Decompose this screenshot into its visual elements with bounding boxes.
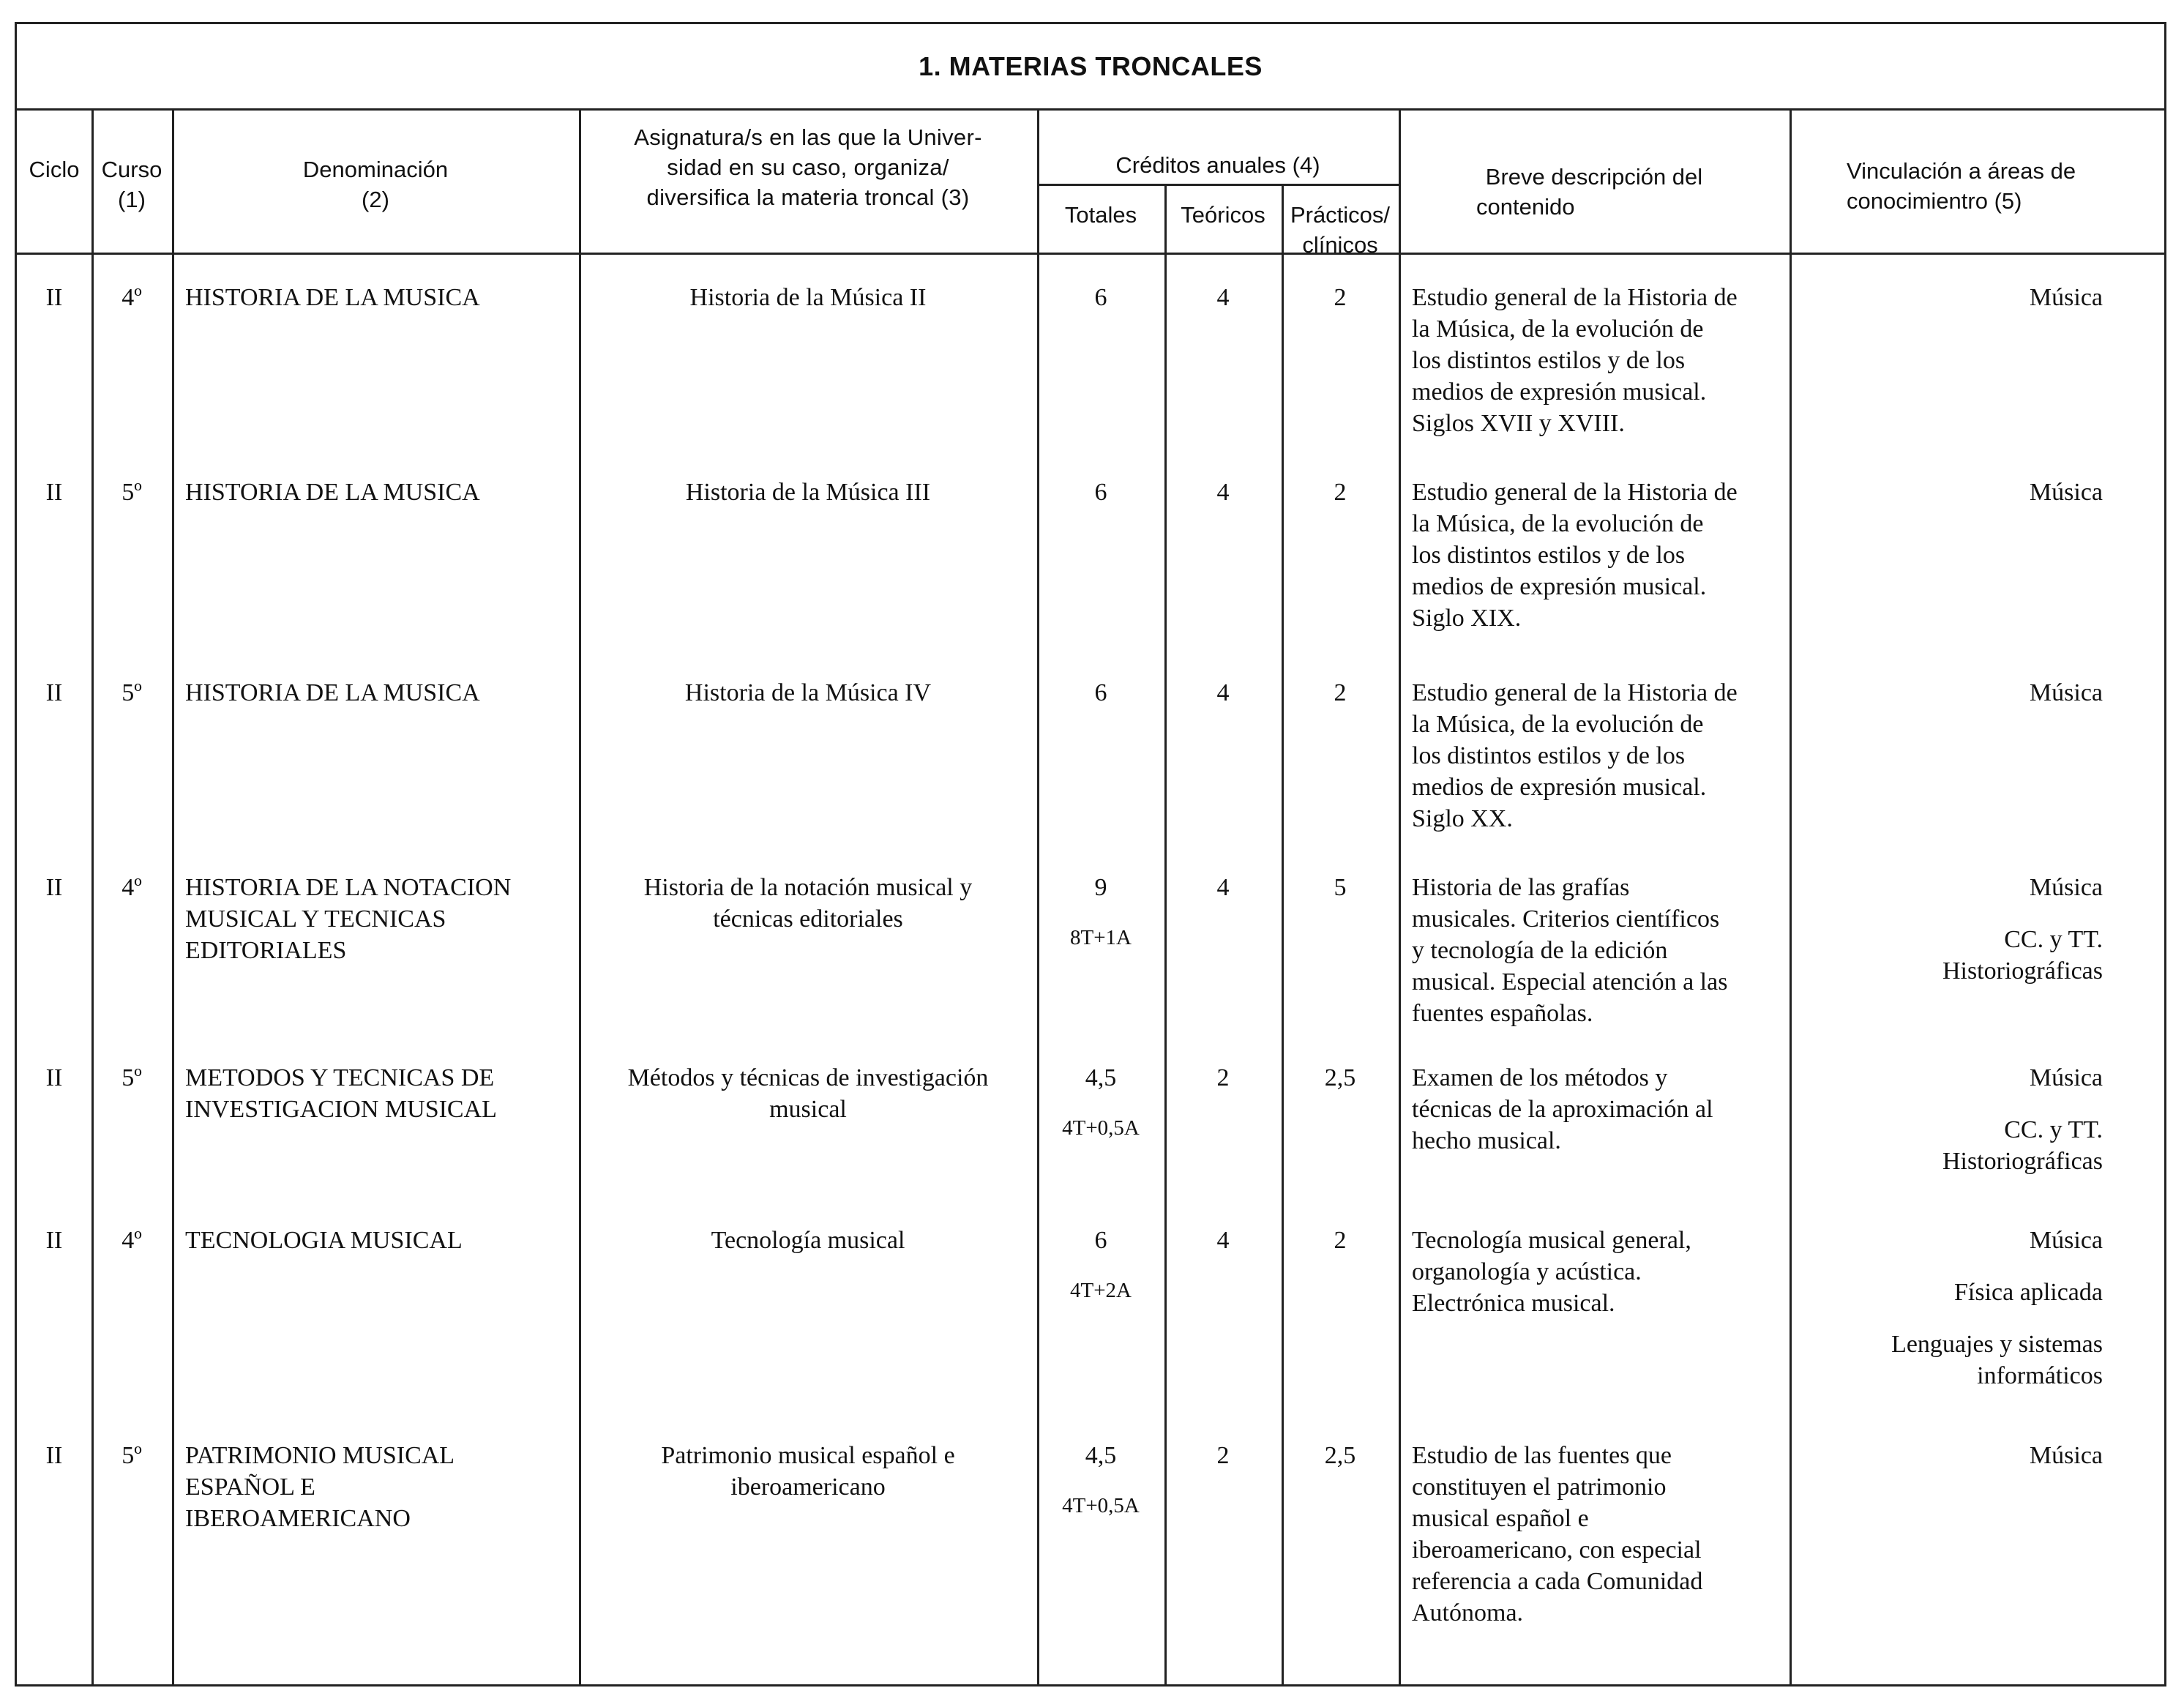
header-ciclo (17, 154, 91, 184)
header-practicos-line: Prácticos/ (1290, 202, 1391, 228)
cell-curso (91, 1225, 172, 1256)
area-line: Música (2029, 479, 2103, 506)
cell-totales (1037, 872, 1164, 954)
cell-ciclo (17, 677, 91, 709)
area-spacer (1795, 903, 2103, 924)
cell-vinculacion (1795, 1440, 2103, 1471)
area-line: CC. y TT. (2004, 1116, 2103, 1143)
descripcion-line: Estudio de las fuentes que (1412, 1442, 1672, 1469)
descripcion-line: Siglo XX. (1412, 805, 1513, 832)
cell-descripcion (1412, 282, 1785, 439)
cell-practicos (1282, 1062, 1399, 1094)
descripcion-line: medios de expresión musical. (1412, 774, 1707, 801)
area-line: Música (2029, 1064, 2103, 1091)
descripcion-line: referencia a cada Comunidad (1412, 1568, 1703, 1595)
cell-teoricos (1164, 1062, 1282, 1094)
descripcion-line: Siglo XIX. (1412, 605, 1522, 632)
descripcion-line: Examen de los métodos y (1412, 1064, 1668, 1091)
cell-totales (1037, 1440, 1164, 1522)
ciclo-value: II (45, 1064, 63, 1091)
area-line: Música (2029, 284, 2103, 311)
practicos-value: 2 (1334, 479, 1347, 506)
area-line: Lenguajes y sistemas (1891, 1331, 2103, 1358)
asignatura-line: Historia de la Música III (685, 479, 931, 506)
descripcion-line: medios de expresión musical. (1412, 378, 1707, 406)
denominacion-line: MUSICAL Y TECNICAS (185, 905, 446, 933)
descripcion-line: los distintos estilos y de los (1412, 542, 1686, 569)
teoricos-value: 4 (1216, 1227, 1230, 1254)
area-line: Música (2029, 1227, 2103, 1254)
divider-curso (172, 111, 174, 1687)
cell-curso (91, 477, 172, 508)
cell-practicos (1282, 872, 1399, 903)
totales-breakdown: 8T+1A (1069, 926, 1132, 949)
area-line: Física aplicada (1954, 1279, 2103, 1306)
cell-ciclo (17, 1440, 91, 1471)
cell-ciclo (17, 282, 91, 313)
cell-practicos (1282, 282, 1399, 313)
header-curso (91, 154, 172, 214)
descripcion-line: musical español e (1412, 1505, 1589, 1532)
curso-value: 4º (121, 284, 142, 311)
area-line: Música (2029, 679, 2103, 706)
descripcion-line: la Música, de la evolución de (1412, 711, 1704, 738)
header-denominacion-note: (2) (362, 187, 389, 212)
cell-denominacion (185, 282, 573, 313)
header-ciclo-label: Ciclo (29, 157, 80, 182)
descripcion-line: Autónoma. (1412, 1599, 1524, 1626)
cell-curso (91, 1440, 172, 1471)
area-line: Historiográficas (1942, 957, 2103, 985)
cell-vinculacion (1795, 872, 2103, 987)
descripcion-line: Siglos XVII y XVIII. (1412, 410, 1625, 437)
header-asignatura-line: Asignatura/s en las que la Univer- (634, 124, 982, 150)
header-denominacion-label: Denominación (302, 157, 449, 182)
denominacion-line: INVESTIGACION MUSICAL (185, 1096, 497, 1123)
table-title: 1. MATERIAS TRONCALES (919, 51, 1263, 81)
totales-value: 4,5 (1085, 1064, 1117, 1091)
totales-breakdown: 4T+0,5A (1062, 1494, 1140, 1517)
cell-asignatura (579, 1440, 1037, 1503)
cell-curso (91, 1062, 172, 1094)
practicos-value: 5 (1334, 874, 1347, 901)
descripcion-line: iberoamericano, con especial (1412, 1536, 1702, 1564)
divider-creditos (1399, 111, 1401, 1687)
totales-value: 4,5 (1085, 1442, 1117, 1469)
practicos-value: 2 (1334, 679, 1347, 706)
cell-ciclo (17, 477, 91, 508)
descripcion-line: Estudio general de la Historia de (1412, 679, 1738, 706)
totales-value: 9 (1094, 874, 1107, 901)
practicos-value: 2 (1334, 1227, 1347, 1254)
cell-ciclo (17, 1062, 91, 1094)
header-practicos-line: clínicos (1302, 232, 1378, 258)
header-asignatura-line: sidad en su caso, organiza/ (667, 154, 949, 180)
cell-totales (1037, 1225, 1164, 1307)
denominacion-line: HISTORIA DE LA MUSICA (185, 479, 480, 506)
header-descripcion-line: contenido (1476, 194, 1575, 220)
area-line: Música (2029, 1442, 2103, 1469)
header-totales (1037, 200, 1164, 230)
header-descripcion-line: Breve descripción del (1485, 164, 1703, 190)
cell-curso (91, 677, 172, 709)
cell-asignatura (579, 872, 1037, 935)
teoricos-value: 4 (1216, 874, 1230, 901)
descripcion-line: la Música, de la evolución de (1412, 510, 1704, 537)
denominacion-line: METODOS Y TECNICAS DE (185, 1064, 495, 1091)
totales-breakdown: 4T+0,5A (1062, 1116, 1140, 1140)
cell-descripcion (1412, 1062, 1785, 1157)
cell-descripcion (1412, 872, 1785, 1029)
teoricos-value: 4 (1216, 479, 1230, 506)
descripcion-line: musical. Especial atención a las (1412, 968, 1728, 996)
ciclo-value: II (45, 874, 63, 901)
cell-ciclo (17, 872, 91, 903)
cell-vinculacion (1795, 1062, 2103, 1177)
header-descripcion (1399, 162, 1790, 222)
cell-vinculacion (1795, 477, 2103, 508)
denominacion-line: HISTORIA DE LA MUSICA (185, 679, 480, 706)
teoricos-value: 4 (1216, 284, 1230, 311)
cell-teoricos (1164, 677, 1282, 709)
cell-descripcion (1412, 1225, 1785, 1319)
descripcion-line: Tecnología musical general, (1412, 1227, 1691, 1254)
header-vinculacion (1847, 156, 2154, 216)
header-creditos-label: Créditos anuales (4) (1115, 152, 1320, 178)
totales-value: 6 (1094, 284, 1107, 311)
descripcion-line: técnicas de la aproximación al (1412, 1096, 1713, 1123)
asignatura-line: Métodos y técnicas de investigación (627, 1064, 989, 1091)
cell-asignatura (579, 1225, 1037, 1256)
header-denominacion (172, 154, 579, 214)
header-teoricos-label: Teóricos (1181, 202, 1265, 228)
asignatura-line: iberoamericano (730, 1473, 886, 1501)
descripcion-line: los distintos estilos y de los (1412, 347, 1686, 374)
totales-value: 6 (1094, 479, 1107, 506)
divider-creditos-sub (1037, 184, 1399, 186)
divider-descripcion (1790, 111, 1792, 1687)
ciclo-value: II (45, 1227, 63, 1254)
header-teoricos (1164, 200, 1282, 230)
denominacion-line: HISTORIA DE LA MUSICA (185, 284, 480, 311)
cell-curso (91, 282, 172, 313)
cell-denominacion (185, 872, 573, 966)
asignatura-line: Historia de la Música IV (684, 679, 932, 706)
denominacion-line: PATRIMONIO MUSICAL (185, 1442, 455, 1469)
header-asignatura (579, 122, 1037, 212)
cell-vinculacion (1795, 677, 2103, 709)
ciclo-value: II (45, 479, 63, 506)
materias-troncales-table (15, 22, 2166, 1687)
cell-practicos (1282, 1225, 1399, 1256)
descripcion-line: Estudio general de la Historia de (1412, 284, 1738, 311)
curso-value: 4º (121, 1227, 142, 1254)
header-vinculacion-line: Vinculación a áreas de (1847, 158, 2076, 184)
cell-teoricos (1164, 1440, 1282, 1471)
ciclo-value: II (45, 284, 63, 311)
totales-breakdown: 4T+2A (1069, 1279, 1132, 1302)
cell-teoricos (1164, 477, 1282, 508)
area-line: Música (2029, 874, 2103, 901)
totales-value: 6 (1094, 1227, 1107, 1254)
curso-value: 4º (121, 874, 142, 901)
cell-denominacion (185, 677, 573, 709)
divider-header-body (17, 253, 2164, 255)
cell-totales (1037, 282, 1164, 313)
asignatura-line: técnicas editoriales (713, 905, 903, 933)
practicos-value: 2,5 (1324, 1442, 1356, 1469)
practicos-value: 2 (1334, 284, 1347, 311)
asignatura-line: Patrimonio musical español e (661, 1442, 955, 1469)
cell-denominacion (185, 1440, 573, 1534)
curso-value: 5º (121, 679, 142, 706)
area-spacer (1795, 1094, 2103, 1114)
cell-teoricos (1164, 1225, 1282, 1256)
cell-denominacion (185, 477, 573, 508)
cell-denominacion (185, 1062, 573, 1125)
descripcion-line: y tecnología de la edición (1412, 937, 1668, 964)
denominacion-line: IBEROAMERICANO (185, 1505, 411, 1532)
cell-totales (1037, 677, 1164, 709)
descripcion-line: fuentes españolas. (1412, 1000, 1593, 1027)
asignatura-line: Historia de la notación musical y (643, 874, 973, 901)
asignatura-line: musical (769, 1096, 847, 1123)
table-title-bar (17, 24, 2164, 111)
cell-asignatura (579, 1062, 1037, 1125)
cell-totales (1037, 1062, 1164, 1144)
cell-asignatura (579, 282, 1037, 313)
descripcion-line: Electrónica musical. (1412, 1290, 1615, 1317)
denominacion-line: TECNOLOGIA MUSICAL (185, 1227, 463, 1254)
cell-denominacion (185, 1225, 573, 1256)
asignatura-line: Historia de la Música II (689, 284, 927, 311)
area-spacer (1795, 1256, 2103, 1277)
cell-ciclo (17, 1225, 91, 1256)
descripcion-line: la Música, de la evolución de (1412, 315, 1704, 343)
curso-value: 5º (121, 479, 142, 506)
cell-teoricos (1164, 872, 1282, 903)
practicos-value: 2,5 (1324, 1064, 1356, 1091)
descripcion-line: constituyen el patrimonio (1412, 1473, 1667, 1501)
cell-asignatura (579, 677, 1037, 709)
descripcion-line: hecho musical. (1412, 1127, 1561, 1154)
header-curso-label: Curso (101, 157, 162, 182)
cell-totales (1037, 477, 1164, 508)
cell-teoricos (1164, 282, 1282, 313)
header-curso-note: (1) (118, 187, 146, 212)
descripcion-line: Historia de las grafías (1412, 874, 1630, 901)
cell-curso (91, 872, 172, 903)
cell-practicos (1282, 477, 1399, 508)
cell-practicos (1282, 677, 1399, 709)
descripcion-line: organología y acústica. (1412, 1258, 1642, 1285)
totales-value: 6 (1094, 679, 1107, 706)
descripcion-line: musicales. Criterios científicos (1412, 905, 1720, 933)
descripcion-line: los distintos estilos y de los (1412, 742, 1686, 769)
denominacion-line: HISTORIA DE LA NOTACION (185, 874, 512, 901)
cell-descripcion (1412, 1440, 1785, 1629)
header-asignatura-line: diversifica la materia troncal (3) (646, 184, 970, 210)
cell-asignatura (579, 477, 1037, 508)
header-creditos (1037, 150, 1399, 180)
teoricos-value: 2 (1216, 1442, 1230, 1469)
cell-descripcion (1412, 677, 1785, 834)
header-totales-label: Totales (1064, 202, 1137, 228)
descripcion-line: Estudio general de la Historia de (1412, 479, 1738, 506)
denominacion-line: EDITORIALES (185, 937, 347, 964)
cell-descripcion (1412, 477, 1785, 634)
denominacion-line: ESPAÑOL E (185, 1473, 315, 1501)
header-practicos (1282, 200, 1399, 260)
teoricos-value: 4 (1216, 679, 1230, 706)
cell-vinculacion (1795, 1225, 2103, 1392)
header-vinculacion-line: conocimientro (5) (1847, 188, 2022, 214)
ciclo-value: II (45, 1442, 63, 1469)
descripcion-line: medios de expresión musical. (1412, 573, 1707, 600)
cell-vinculacion (1795, 282, 2103, 313)
curso-value: 5º (121, 1442, 142, 1469)
curso-value: 5º (121, 1064, 142, 1091)
area-line: informáticos (1977, 1362, 2103, 1389)
area-line: Historiográficas (1942, 1148, 2103, 1175)
area-spacer (1795, 1308, 2103, 1329)
area-line: CC. y TT. (2004, 926, 2103, 953)
ciclo-value: II (45, 679, 63, 706)
asignatura-line: Tecnología musical (711, 1227, 905, 1254)
cell-practicos (1282, 1440, 1399, 1471)
teoricos-value: 2 (1216, 1064, 1230, 1091)
